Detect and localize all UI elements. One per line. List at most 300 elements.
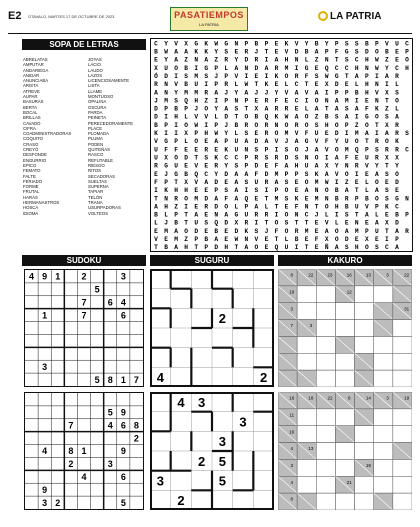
letter-cell[interactable]: O xyxy=(314,97,319,105)
letter-cell[interactable]: V xyxy=(174,81,178,89)
letter-cell[interactable]: S xyxy=(244,130,249,138)
kakuro-grid-1[interactable] xyxy=(278,269,412,387)
letter-cell[interactable]: M xyxy=(194,195,199,203)
letter-cell[interactable]: B xyxy=(154,48,158,56)
letter-cell[interactable]: I xyxy=(334,178,339,186)
letter-cell[interactable]: A xyxy=(234,178,239,186)
letter-cell[interactable]: O xyxy=(184,227,188,235)
letter-cell[interactable]: S xyxy=(284,219,289,227)
letter-cell[interactable]: D xyxy=(234,227,239,235)
letter-cell[interactable]: P xyxy=(224,97,229,105)
letter-cell[interactable]: F xyxy=(274,97,279,105)
letter-cell[interactable]: V xyxy=(274,138,279,146)
letter-cell[interactable]: T xyxy=(375,121,379,129)
letter-cell[interactable]: M xyxy=(164,97,168,105)
letter-cell[interactable]: H xyxy=(364,89,369,97)
letter-cell[interactable]: A xyxy=(214,236,219,244)
letter-cell[interactable]: I xyxy=(354,170,359,178)
letter-cell[interactable]: B xyxy=(234,121,239,129)
letter-cell[interactable]: N xyxy=(164,89,168,97)
letter-cell[interactable]: C xyxy=(224,154,229,162)
letter-cell[interactable]: V xyxy=(364,162,369,170)
letter-cell[interactable]: A xyxy=(385,72,389,80)
letter-cell[interactable]: L xyxy=(304,56,309,64)
letter-cell[interactable]: D xyxy=(204,195,209,203)
kakuro-entry-cell[interactable] xyxy=(393,336,412,353)
letter-cell[interactable]: I xyxy=(154,187,158,195)
letter-cell[interactable]: J xyxy=(164,170,168,178)
letter-cell[interactable]: O xyxy=(304,178,309,186)
letter-cell[interactable]: X xyxy=(364,236,369,244)
letter-cell[interactable]: A xyxy=(294,138,299,146)
letter-cell[interactable]: O xyxy=(334,146,339,154)
letter-cell[interactable]: I xyxy=(194,64,199,72)
letter-cell[interactable]: I xyxy=(375,72,379,80)
letter-cell[interactable]: S xyxy=(385,113,389,121)
letter-cell[interactable]: X xyxy=(385,89,389,97)
letter-cell[interactable]: S xyxy=(344,56,349,64)
letter-cell[interactable]: R xyxy=(204,89,209,97)
letter-cell[interactable]: Z xyxy=(214,56,219,64)
letter-cell[interactable]: S xyxy=(354,40,359,48)
letter-cell[interactable]: B xyxy=(184,64,188,72)
letter-cell[interactable]: N xyxy=(304,203,309,211)
letter-cell[interactable]: B xyxy=(294,236,299,244)
letter-cell[interactable]: S xyxy=(344,40,349,48)
letter-cell[interactable]: S xyxy=(234,162,239,170)
letter-cell[interactable]: R xyxy=(244,48,249,56)
letter-cell[interactable]: A xyxy=(194,211,199,219)
letter-cell[interactable]: K xyxy=(164,187,168,195)
letter-cell[interactable]: N xyxy=(164,195,168,203)
letter-cell[interactable]: I xyxy=(385,236,389,244)
letter-cell[interactable]: E xyxy=(194,146,199,154)
letter-cell[interactable]: X xyxy=(184,40,188,48)
letter-cell[interactable]: X xyxy=(254,105,259,113)
letter-cell[interactable]: E xyxy=(204,227,209,235)
letter-cell[interactable]: G xyxy=(164,162,168,170)
letter-cell[interactable]: S xyxy=(254,227,259,235)
letter-cell[interactable]: D xyxy=(214,244,219,251)
letter-cell[interactable]: U xyxy=(234,146,239,154)
letter-cell[interactable]: D xyxy=(184,154,188,162)
letter-cell[interactable]: A xyxy=(214,138,219,146)
letter-cell[interactable]: T xyxy=(274,203,279,211)
letter-cell[interactable]: V xyxy=(154,138,158,146)
letter-cell[interactable]: I xyxy=(264,187,269,195)
letter-cell[interactable]: W xyxy=(214,40,219,48)
letter-cell[interactable]: O xyxy=(174,154,178,162)
letter-cell[interactable]: Z xyxy=(385,56,389,64)
letter-cell[interactable]: S xyxy=(375,146,379,154)
letter-cell[interactable]: Y xyxy=(385,64,389,72)
kakuro-entry-cell[interactable] xyxy=(374,409,393,426)
letter-cell[interactable]: T xyxy=(354,211,359,219)
kakuro-entry-cell[interactable] xyxy=(374,459,393,476)
letter-cell[interactable]: U xyxy=(395,40,399,48)
letter-cell[interactable]: M xyxy=(184,89,188,97)
letter-cell[interactable]: O xyxy=(274,130,279,138)
letter-cell[interactable]: K xyxy=(284,40,289,48)
letter-cell[interactable]: O xyxy=(324,187,329,195)
letter-cell[interactable]: K xyxy=(154,130,158,138)
letter-cell[interactable]: T xyxy=(194,244,199,251)
letter-cell[interactable]: W xyxy=(324,72,329,80)
letter-cell[interactable]: R xyxy=(385,146,389,154)
letter-cell[interactable]: Y xyxy=(395,162,399,170)
letter-cell[interactable]: G xyxy=(204,64,209,72)
letter-cell[interactable]: N xyxy=(314,187,319,195)
letter-cell[interactable]: F xyxy=(164,146,168,154)
letter-cell[interactable]: S xyxy=(375,244,379,251)
letter-cell[interactable]: A xyxy=(154,89,158,97)
letter-cell[interactable]: J xyxy=(314,211,319,219)
letter-cell[interactable]: C xyxy=(304,211,309,219)
kakuro-entry-cell[interactable] xyxy=(355,320,374,337)
letter-cell[interactable]: Z xyxy=(344,178,349,186)
letter-cell[interactable]: I xyxy=(184,203,188,211)
letter-cell[interactable]: I xyxy=(354,97,359,105)
letter-cell[interactable]: A xyxy=(334,244,339,251)
letter-cell[interactable]: E xyxy=(194,187,199,195)
letter-cell[interactable]: G xyxy=(344,48,349,56)
letter-cell[interactable]: A xyxy=(234,187,239,195)
letter-cell[interactable]: E xyxy=(154,56,158,64)
letter-cell[interactable]: S xyxy=(284,195,289,203)
letter-cell[interactable]: A xyxy=(324,170,329,178)
letter-cell[interactable]: S xyxy=(224,187,229,195)
kakuro-entry-cell[interactable] xyxy=(355,476,374,493)
letter-cell[interactable]: R xyxy=(395,130,399,138)
letter-cell[interactable]: S xyxy=(244,178,249,186)
letter-cell[interactable]: E xyxy=(184,146,188,154)
letter-cell[interactable]: T xyxy=(304,219,309,227)
letter-cell[interactable]: K xyxy=(314,170,319,178)
letter-cell[interactable]: N xyxy=(354,219,359,227)
letter-cell[interactable]: O xyxy=(294,146,299,154)
letter-cell[interactable]: E xyxy=(234,48,239,56)
letter-cell[interactable]: Y xyxy=(334,162,339,170)
letter-cell[interactable]: O xyxy=(284,227,289,235)
letter-cell[interactable]: J xyxy=(254,89,259,97)
letter-cell[interactable]: G xyxy=(364,113,369,121)
letter-cell[interactable]: L xyxy=(164,211,168,219)
letter-cell[interactable]: E xyxy=(364,97,369,105)
letter-cell[interactable]: U xyxy=(354,203,359,211)
letter-cell[interactable]: E xyxy=(204,138,209,146)
letter-cell[interactable]: D xyxy=(224,113,229,121)
letter-cell[interactable]: B xyxy=(334,195,339,203)
letter-cell[interactable]: L xyxy=(214,113,219,121)
letter-cell[interactable]: K xyxy=(274,113,279,121)
letter-cell[interactable]: H xyxy=(184,244,188,251)
letter-cell[interactable]: I xyxy=(164,130,168,138)
letter-cell[interactable]: A xyxy=(154,203,158,211)
letter-cell[interactable]: Y xyxy=(224,130,229,138)
letter-cell[interactable]: C xyxy=(334,64,339,72)
letter-cell[interactable]: R xyxy=(274,105,279,113)
letter-cell[interactable]: X xyxy=(385,121,389,129)
letter-cell[interactable]: T xyxy=(264,48,269,56)
letter-cell[interactable]: K xyxy=(204,40,209,48)
letter-cell[interactable]: Z xyxy=(184,236,188,244)
letter-cell[interactable]: K xyxy=(274,72,279,80)
letter-cell[interactable]: J xyxy=(164,219,168,227)
letter-cell[interactable]: B xyxy=(324,113,329,121)
kakuro-entry-cell[interactable] xyxy=(374,353,393,370)
letter-cell[interactable]: M xyxy=(354,227,359,235)
letter-cell[interactable]: C xyxy=(354,56,359,64)
letter-cell[interactable]: A xyxy=(354,105,359,113)
kakuro-entry-cell[interactable] xyxy=(374,426,393,443)
letter-cell[interactable]: J xyxy=(194,105,199,113)
letter-cell[interactable]: Q xyxy=(264,113,269,121)
letter-cell[interactable]: M xyxy=(284,64,289,72)
letter-cell[interactable]: P xyxy=(375,40,379,48)
letter-cell[interactable]: E xyxy=(304,195,309,203)
letter-cell[interactable]: O xyxy=(254,244,259,251)
letter-cell[interactable]: A xyxy=(314,105,319,113)
letter-cell[interactable]: V xyxy=(324,146,329,154)
kakuro-entry-cell[interactable] xyxy=(374,443,393,460)
letter-cell[interactable]: T xyxy=(194,154,199,162)
letter-cell[interactable]: I xyxy=(324,154,329,162)
kakuro-entry-cell[interactable] xyxy=(393,409,412,426)
letter-cell[interactable]: V xyxy=(174,40,178,48)
letter-cell[interactable]: H xyxy=(294,162,299,170)
letter-cell[interactable]: E xyxy=(254,195,259,203)
kakuro-entry-cell[interactable] xyxy=(316,303,335,320)
letter-cell[interactable]: J xyxy=(284,138,289,146)
letter-cell[interactable]: I xyxy=(274,146,279,154)
letter-cell[interactable]: M xyxy=(304,227,309,235)
kakuro-entry-cell[interactable] xyxy=(335,353,354,370)
letter-cell[interactable]: I xyxy=(354,113,359,121)
letter-cell[interactable]: E xyxy=(204,162,209,170)
letter-cell[interactable]: A xyxy=(334,105,339,113)
letter-cell[interactable]: V xyxy=(364,203,369,211)
letter-cell[interactable]: J xyxy=(224,89,229,97)
letter-cell[interactable]: A xyxy=(174,48,178,56)
letter-cell[interactable]: G xyxy=(334,72,339,80)
letter-cell[interactable]: E xyxy=(274,48,279,56)
letter-cell[interactable]: R xyxy=(204,146,209,154)
letter-cell[interactable]: X xyxy=(234,219,239,227)
kakuro-entry-cell[interactable] xyxy=(335,370,354,387)
letter-cell[interactable]: D xyxy=(334,81,339,89)
letter-cell[interactable]: C xyxy=(395,203,399,211)
kakuro-entry-cell[interactable] xyxy=(335,303,354,320)
letter-cell[interactable]: M xyxy=(274,170,279,178)
letter-cell[interactable]: P xyxy=(324,48,329,56)
letter-cell[interactable]: S xyxy=(284,146,289,154)
letter-cell[interactable]: P xyxy=(364,227,369,235)
letter-cell[interactable]: T xyxy=(344,72,349,80)
letter-cell[interactable]: L xyxy=(284,81,289,89)
kakuro-entry-cell[interactable] xyxy=(355,493,374,510)
letter-cell[interactable]: O xyxy=(224,203,229,211)
letter-cell[interactable]: O xyxy=(375,178,379,186)
letter-cell[interactable]: A xyxy=(334,97,339,105)
letter-cell[interactable]: E xyxy=(284,203,289,211)
letter-cell[interactable]: A xyxy=(395,244,399,251)
letter-cell[interactable]: P xyxy=(405,211,409,219)
letter-cell[interactable]: T xyxy=(174,178,178,186)
letter-cell[interactable]: A xyxy=(204,56,209,64)
letter-cell[interactable]: L xyxy=(284,236,289,244)
letter-cell[interactable]: H xyxy=(204,130,209,138)
letter-cell[interactable]: G xyxy=(174,170,178,178)
letter-cell[interactable]: S xyxy=(395,89,399,97)
letter-cell[interactable]: P xyxy=(334,89,339,97)
letter-cell[interactable]: S xyxy=(344,244,349,251)
kakuro-entry-cell[interactable] xyxy=(316,353,335,370)
letter-cell[interactable]: E xyxy=(194,203,199,211)
letter-cell[interactable]: B xyxy=(254,113,259,121)
letter-cell[interactable]: I xyxy=(174,72,178,80)
letter-cell[interactable]: G xyxy=(304,64,309,72)
letter-cell[interactable]: E xyxy=(354,154,359,162)
letter-cell[interactable]: N xyxy=(375,81,379,89)
letter-cell[interactable]: X xyxy=(324,162,329,170)
letter-cell[interactable]: Z xyxy=(174,203,178,211)
kakuro-entry-cell[interactable] xyxy=(393,493,412,510)
letter-cell[interactable]: X xyxy=(324,236,329,244)
letter-cell[interactable]: O xyxy=(334,121,339,129)
letter-cell[interactable]: S xyxy=(204,219,209,227)
kakuro-grid-2[interactable] xyxy=(278,392,412,510)
kakuro-entry-cell[interactable] xyxy=(335,443,354,460)
kakuro-entry-cell[interactable] xyxy=(393,476,412,493)
letter-cell[interactable]: S xyxy=(204,72,209,80)
letter-cell[interactable]: Y xyxy=(224,162,229,170)
letter-cell[interactable]: I xyxy=(324,89,329,97)
letter-cell[interactable]: P xyxy=(214,81,219,89)
letter-cell[interactable]: V xyxy=(334,170,339,178)
letter-cell[interactable]: Y xyxy=(164,40,168,48)
letter-cell[interactable]: T xyxy=(385,97,389,105)
letter-cell[interactable]: N xyxy=(244,236,249,244)
letter-cell[interactable]: V xyxy=(154,236,158,244)
kakuro-entry-cell[interactable] xyxy=(316,476,335,493)
letter-cell[interactable]: E xyxy=(204,187,209,195)
letter-cell[interactable]: A xyxy=(385,130,389,138)
letter-cell[interactable]: D xyxy=(224,170,229,178)
letter-cell[interactable]: U xyxy=(174,162,178,170)
letter-cell[interactable]: B xyxy=(395,211,399,219)
letter-cell[interactable]: R xyxy=(154,162,158,170)
letter-cell[interactable]: N xyxy=(364,64,369,72)
letter-cell[interactable]: A xyxy=(174,56,178,64)
letter-cell[interactable]: W xyxy=(284,113,289,121)
letter-cell[interactable]: P xyxy=(214,121,219,129)
letter-cell[interactable]: I xyxy=(304,97,309,105)
letter-cell[interactable]: A xyxy=(375,170,379,178)
letter-cell[interactable]: P xyxy=(264,40,269,48)
letter-cell[interactable]: Q xyxy=(214,219,219,227)
letter-cell[interactable]: F xyxy=(254,170,259,178)
letter-cell[interactable]: F xyxy=(154,178,158,186)
letter-cell[interactable]: A xyxy=(314,146,319,154)
letter-cell[interactable]: A xyxy=(344,187,349,195)
letter-cell[interactable]: T xyxy=(274,236,279,244)
letter-cell[interactable]: I xyxy=(264,72,269,80)
letter-cell[interactable]: P xyxy=(405,48,409,56)
letter-cell[interactable]: S xyxy=(174,97,178,105)
kakuro-entry-cell[interactable] xyxy=(297,459,316,476)
letter-cell[interactable]: C xyxy=(294,97,299,105)
letter-cell[interactable]: M xyxy=(274,195,279,203)
letter-cell[interactable]: Y xyxy=(174,89,178,97)
letter-cell[interactable]: O xyxy=(324,203,329,211)
letter-cell[interactable]: A xyxy=(364,211,369,219)
letter-cell[interactable]: Y xyxy=(214,48,219,56)
letter-cell[interactable]: O xyxy=(284,72,289,80)
letter-cell[interactable]: D xyxy=(294,48,299,56)
letter-cell[interactable]: F xyxy=(364,105,369,113)
letter-cell[interactable]: X xyxy=(324,81,329,89)
letter-cell[interactable]: N xyxy=(294,56,299,64)
letter-cell[interactable]: U xyxy=(254,178,259,186)
kakuro-entry-cell[interactable] xyxy=(335,409,354,426)
letter-cell[interactable]: H xyxy=(334,203,339,211)
letter-cell[interactable]: O xyxy=(334,227,339,235)
letter-cell[interactable]: Z xyxy=(314,113,319,121)
kakuro-entry-cell[interactable] xyxy=(316,493,335,510)
letter-cell[interactable]: L xyxy=(224,64,229,72)
letter-cell[interactable]: E xyxy=(184,162,188,170)
letter-cell[interactable]: O xyxy=(405,56,409,64)
letter-cell[interactable]: N xyxy=(324,97,329,105)
letter-cell[interactable]: A xyxy=(274,56,279,64)
letter-cell[interactable]: E xyxy=(264,244,269,251)
letter-cell[interactable]: E xyxy=(344,81,349,89)
letter-cell[interactable]: W xyxy=(244,81,249,89)
letter-cell[interactable]: E xyxy=(314,64,319,72)
letter-cell[interactable]: B xyxy=(354,89,359,97)
letter-cell[interactable]: W xyxy=(194,121,199,129)
letter-cell[interactable]: Z xyxy=(184,56,188,64)
letter-cell[interactable]: D xyxy=(264,170,269,178)
letter-cell[interactable]: I xyxy=(174,130,178,138)
letter-cell[interactable]: M xyxy=(174,236,178,244)
letter-cell[interactable]: N xyxy=(324,195,329,203)
letter-cell[interactable]: I xyxy=(204,81,209,89)
letter-cell[interactable]: C xyxy=(294,81,299,89)
letter-cell[interactable]: R xyxy=(264,97,269,105)
letter-cell[interactable]: U xyxy=(194,81,199,89)
letter-cell[interactable]: M xyxy=(344,97,349,105)
letter-cell[interactable]: Y xyxy=(164,56,168,64)
letter-cell[interactable]: O xyxy=(284,211,289,219)
letter-cell[interactable]: A xyxy=(214,89,219,97)
letter-cell[interactable]: G xyxy=(234,211,239,219)
letter-cell[interactable]: A xyxy=(244,89,249,97)
letter-cell[interactable]: T xyxy=(154,244,158,251)
letter-cell[interactable]: A xyxy=(344,113,349,121)
letter-cell[interactable]: R xyxy=(174,195,178,203)
letter-cell[interactable]: B xyxy=(304,48,309,56)
letter-cell[interactable]: E xyxy=(395,56,399,64)
letter-cell[interactable]: L xyxy=(334,219,339,227)
letter-cell[interactable]: R xyxy=(204,203,209,211)
letter-cell[interactable]: B xyxy=(184,81,188,89)
letter-cell[interactable]: D xyxy=(344,236,349,244)
letter-cell[interactable]: P xyxy=(194,236,199,244)
letter-cell[interactable]: F xyxy=(334,48,339,56)
letter-cell[interactable]: H xyxy=(174,187,178,195)
letter-cell[interactable]: O xyxy=(274,219,279,227)
